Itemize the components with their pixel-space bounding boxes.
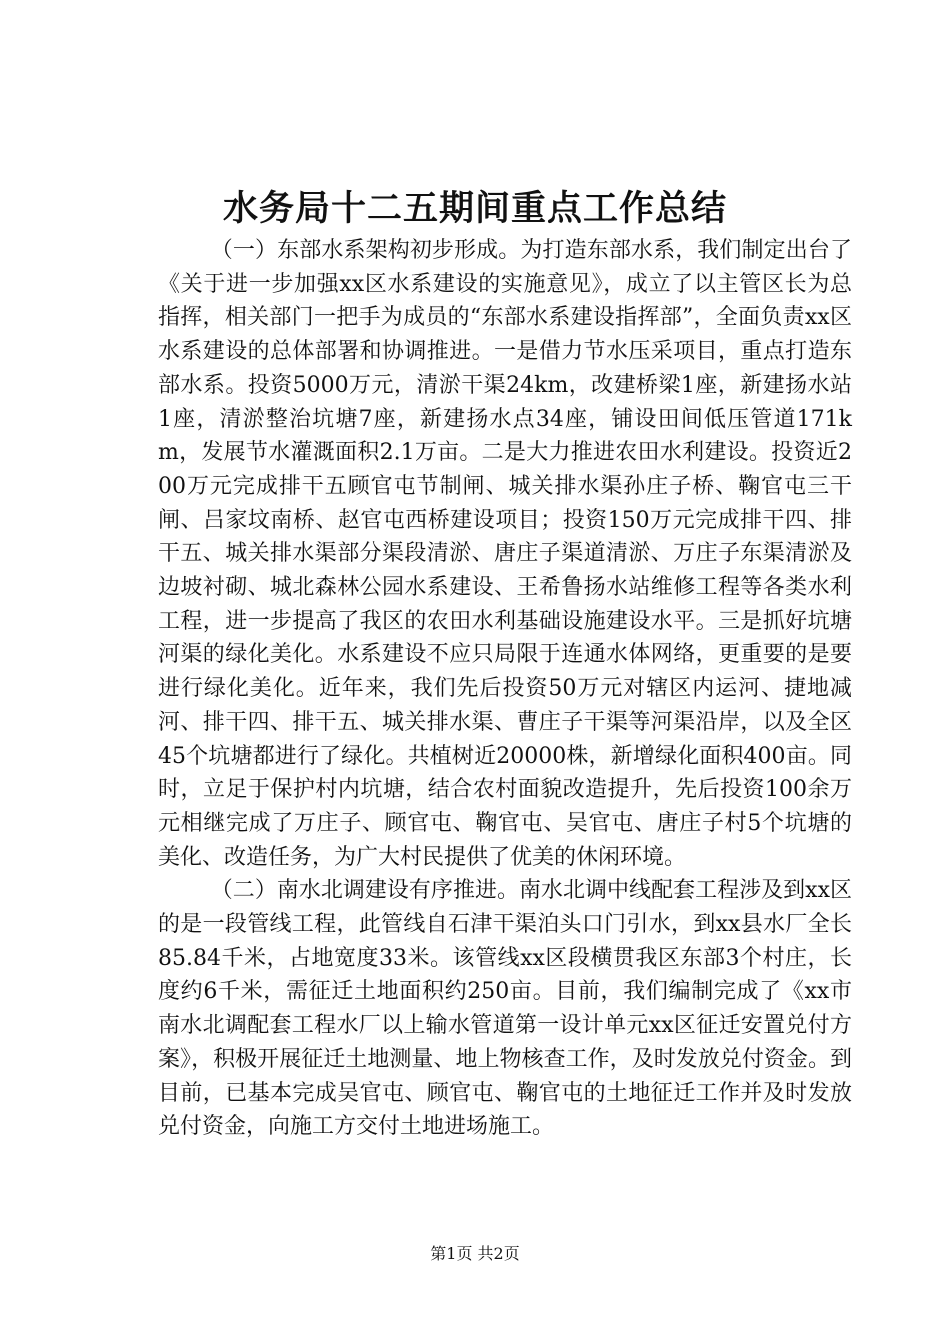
- document-title: 水务局十二五期间重点工作总结: [222, 188, 727, 229]
- paragraph-south-north-water-diversion: （二）南水北调建设有序推进。南水北调中线配套工程涉及到xx区的是一段管线工程，此管线自石津干渠泊头口门引水，到xx县水厂全长85.84千米，占地宽度33米。该管线xx区段横贯我区东部3个村庄，长度约6千米，需征迁土地面积约250亩。目前，我们编制完成了《xx市南水北调配套工程水厂以上输水管道第一设计单元xx区征迁安置兑付方案》，积极开展征迁土地测量、地上物核查工作，及时发放兑付资金。到目前，已基本完成吴官屯、顾官屯、鞠官屯的土地征迁工作并及时发放兑付资金，向施工方交付土地进场施工。: [158, 878, 852, 1140]
- paragraph-east-water-system: （一）东部水系架构初步形成。为打造东部水系，我们制定出台了《关于进一步加强xx区水系建设的实施意见》，成立了以主管区长为总指挥，相关部门一把手为成员的“东部水系建设指挥部”，全面负责xx区水系建设的总体部署和协调推进。一是借力节水压采项目，重点打造东部水系。投资5000万元，清淤干渠24km，改建桥梁1座，新建扬水站1座，清淤整治坑塘7座，新建扬水点34座，铺设田间低压管道171km，发展节水灌溉面积2.1万亩。二是大力推进农田水利建设。投资近200万元完成排干五顾官屯节制闸、城关排水渠孙庄子桥、鞠官屯三干闸、吕家坟南桥、赵官屯西桥建设项目；投资150万元完成排干四、排干五、城关排水渠部分渠段清淤、唐庄子渠道清淤、万庄子东渠清淤及边坡衬砌、城北森林公园水系建设、王希鲁扬水站维修工程等各类水利工程，进一步提高了我区的农田水利基础设施建设水平。三是抓好坑塘河渠的绿化美化。水系建设不应只局限于连通水体网络，更重要的是要进行绿化美化。近年来，我们先后投资50万元对辖区内运河、捷地减河、排干四、排干五、城关排水渠、曹庄子干渠等河渠沿岸，以及全区45个坑塘都进行了绿化。共植树近20000株，新增绿化面积400亩。同时，立足于保护村内坑塘，结合农村面貌改造提升，先后投资100余万元相继完成了万庄子、顾官屯、鞠官屯、吴官屯、唐庄子村5个坑塘的美化、改造任务，为广大村民提供了优美的休闲环境。: [158, 238, 852, 870]
- page-number-footer: 第1页 共2页: [430, 1244, 520, 1263]
- document-body: [158, 234, 852, 1144]
